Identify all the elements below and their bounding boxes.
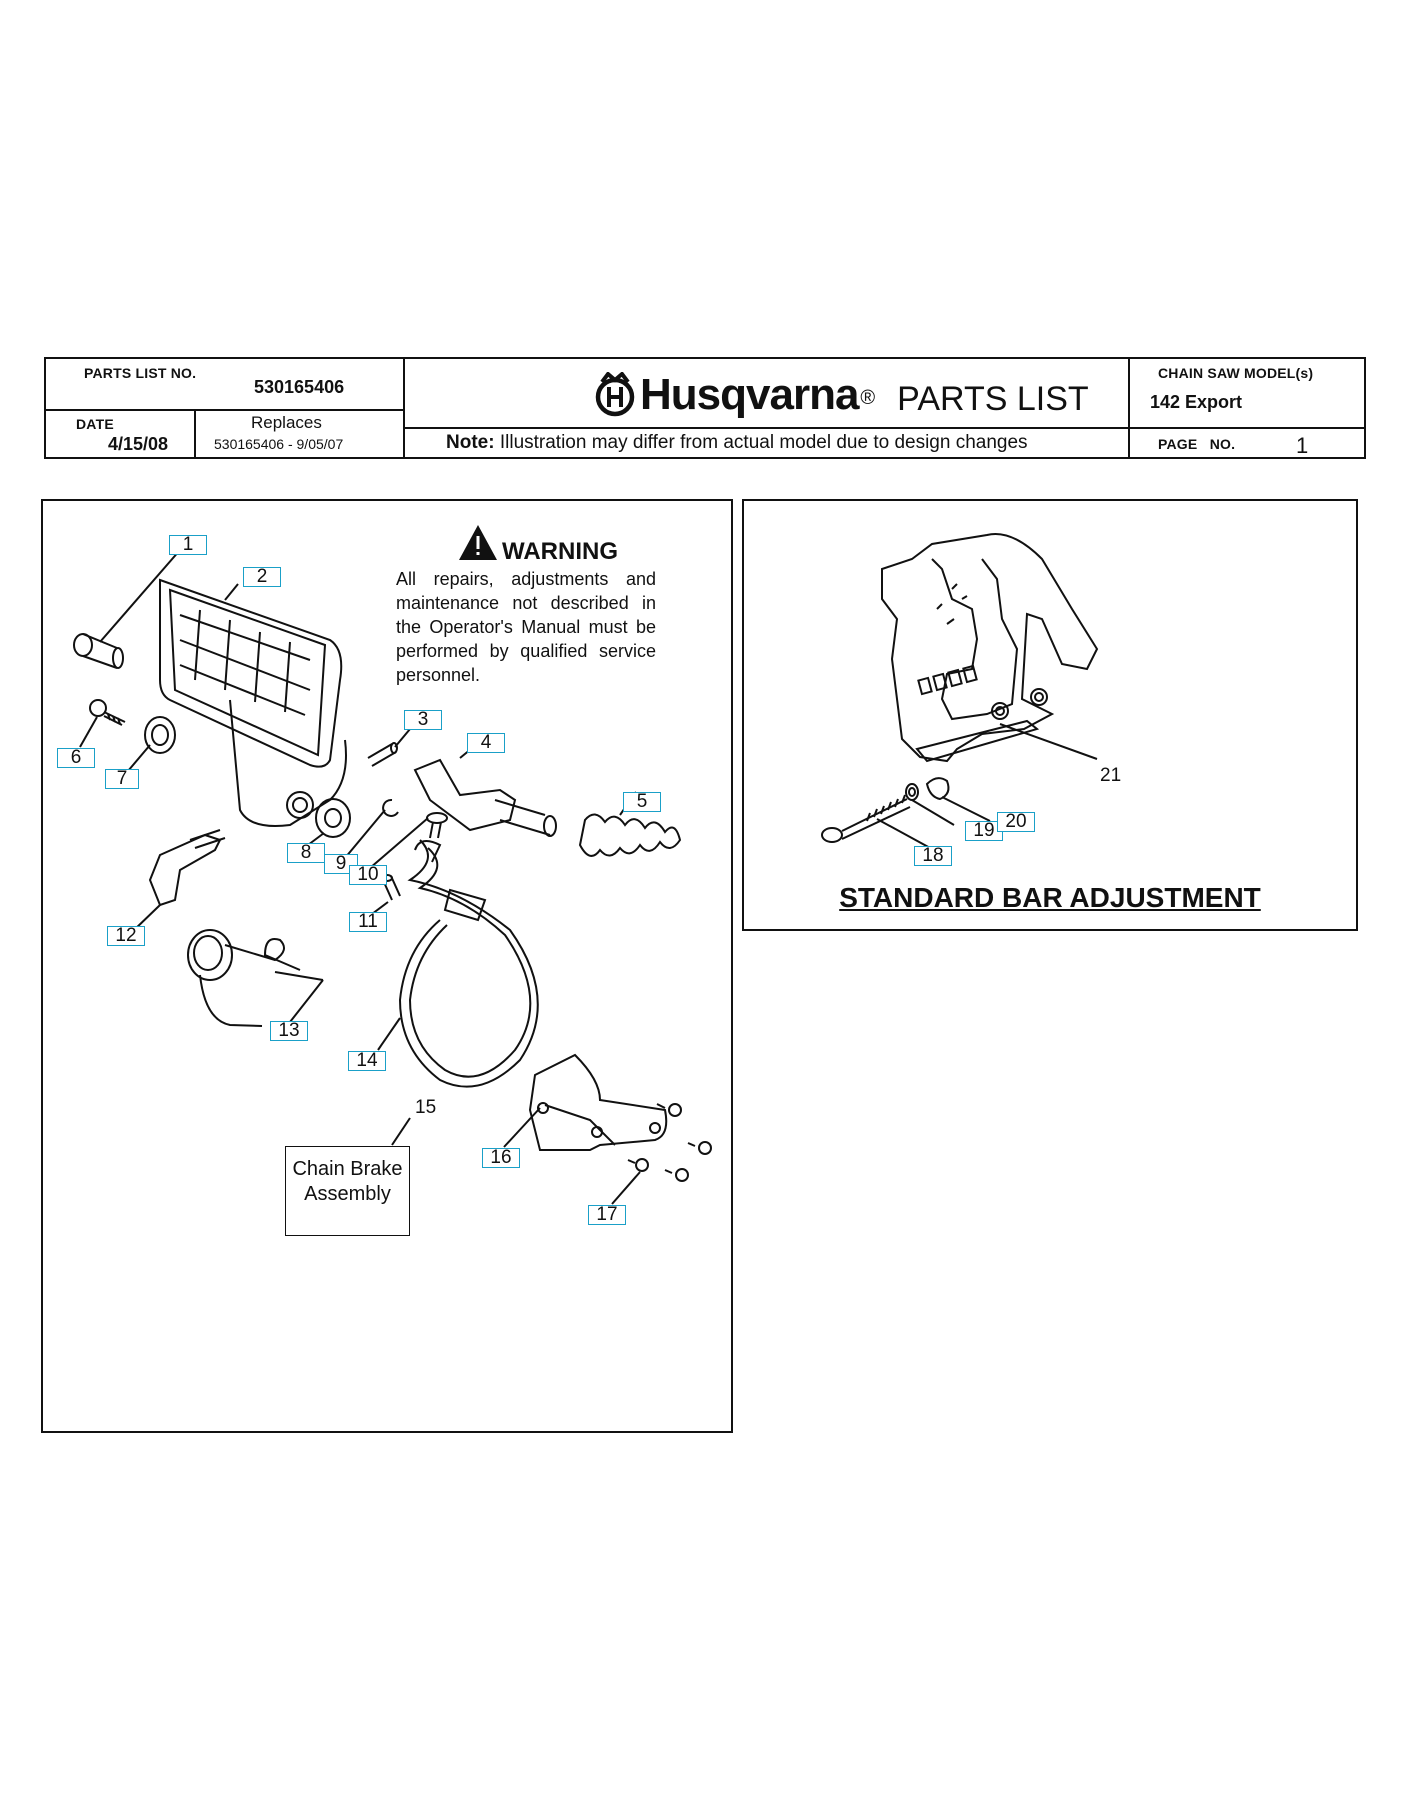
callout-20: 20 (997, 812, 1035, 832)
callout-6: 6 (57, 748, 95, 768)
part-9-clip (383, 800, 398, 816)
parts-list-no-label: PARTS LIST NO. (84, 365, 197, 381)
page-heading: PARTS LIST (897, 379, 1089, 418)
callout-13: 13 (270, 1021, 308, 1041)
model-value: 142 Export (1150, 392, 1243, 412)
warning-text: All repairs, adjustments and maintenance not described in the Operator's Manual must be performed by qualified service personnel. (396, 569, 656, 685)
model-label: CHAIN SAW MODEL(s) (1158, 365, 1314, 381)
part-17-screws (628, 1104, 711, 1181)
date-value: 4/15/08 (108, 434, 169, 454)
callout-21: 21 (1100, 765, 1122, 786)
warning-heading: WARNING (502, 538, 618, 565)
date-label: DATE (76, 416, 114, 432)
part-12-spring-clip (150, 830, 225, 905)
page-number: 1 (1296, 433, 1309, 458)
callout-11: 11 (349, 912, 387, 932)
callout-16: 16 (482, 1148, 520, 1168)
brand-name: Husqvarna (640, 370, 859, 419)
part-8-bushing (316, 799, 350, 837)
part-21-clutch-cover (882, 534, 1097, 761)
callout-15: 15 (415, 1097, 437, 1118)
warning-triangle-icon (459, 525, 497, 560)
callout-3: 3 (404, 710, 442, 730)
part-13-torsion-spring (188, 930, 300, 1026)
part-7-nut (145, 717, 175, 753)
page-label: PAGE NO. (1158, 436, 1236, 452)
callout-19: 19 (965, 821, 1003, 841)
standard-bar-adjustment-title: STANDARD BAR ADJUSTMENT (839, 882, 1261, 913)
part-16-bracket (530, 1055, 666, 1150)
part-2-front-handle (160, 580, 346, 826)
part-20-adjusting-pin (927, 778, 948, 799)
callout-12: 12 (107, 926, 145, 946)
part-5-spring (580, 814, 680, 855)
replaces-label: Replaces (251, 413, 322, 432)
callout-5: 5 (623, 792, 661, 812)
callout-10: 10 (349, 865, 387, 885)
callout-14: 14 (348, 1051, 386, 1071)
part-14-brake-band (400, 840, 538, 1087)
callout-4: 4 (467, 733, 505, 753)
parts-list-no: 530165406 (254, 377, 345, 397)
note-label: Note: (446, 432, 495, 453)
callout-18: 18 (914, 846, 952, 866)
part-4-trigger-lever (415, 760, 556, 836)
part-10-rivet (427, 813, 447, 838)
note-text: Illustration may differ from actual model due to design changes (499, 432, 1028, 453)
part-19-washer (906, 784, 918, 800)
part-18-adjusting-screw (822, 795, 910, 842)
callout-7: 7 (105, 769, 139, 789)
part-1-pin (74, 634, 123, 668)
callout-17: 17 (588, 1205, 626, 1225)
callout-8: 8 (287, 843, 325, 863)
bar-adjustment-diagram (742, 499, 1358, 931)
callout-2: 2 (243, 567, 281, 587)
callout-1: 1 (169, 535, 207, 555)
registered-mark: ® (860, 386, 876, 409)
chain-brake-assembly-label: Chain Brake Assembly (285, 1146, 410, 1236)
replaces-value: 530165406 - 9/05/07 (214, 436, 344, 452)
part-3-pin (368, 743, 397, 766)
callout-9: 9 (324, 854, 358, 874)
